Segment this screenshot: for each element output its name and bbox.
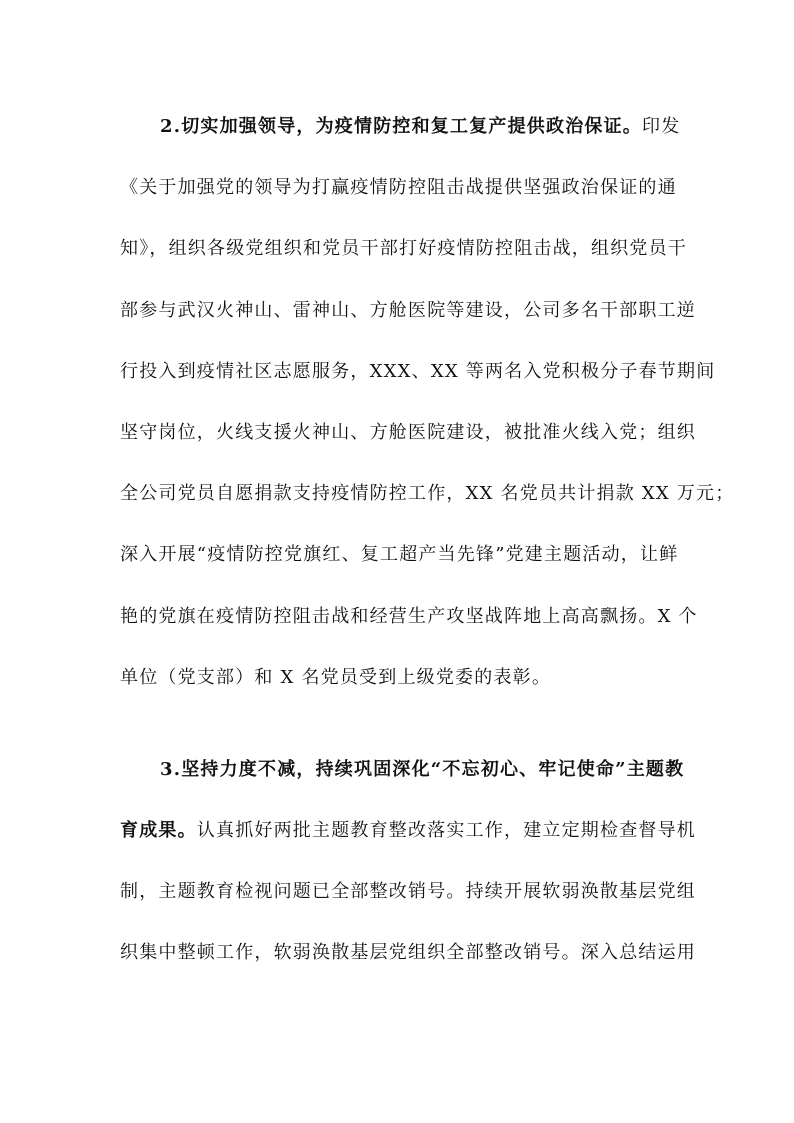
section2-line-2-text: 《关于加强党的领导为打赢疫情防控阻击战提供坚强政治保证的通 — [120, 177, 677, 198]
section3-line-1 — [160, 755, 685, 785]
section3-line-4-text: 织集中整顿工作，软弱涣散基层党组织全部整改销号。深入总结运用 — [120, 942, 696, 963]
section3-line-3-text: 制，主题教育检视问题已全部整改销号。持续开展软弱涣散基层党组 — [120, 881, 696, 902]
section2-line-8 — [120, 540, 679, 570]
section2-line-8-text: 深入开展“疫情防控党旗红、复工超产当先锋”党建主题活动，让鲜 — [120, 544, 679, 565]
section2-line-3 — [120, 234, 687, 264]
section2-line-10-text: 单位（党支部）和 X 名党员受到上级党委的表彰。 — [120, 667, 552, 688]
section3-heading: 3.坚持力度不减，持续巩固深化“不忘初心、牢记使命”主题教 — [160, 759, 685, 780]
section2-line-6 — [120, 418, 696, 448]
section2-line-1-text: 印发 — [642, 116, 681, 137]
section2-line-5 — [120, 357, 716, 387]
section2-line-1 — [160, 112, 681, 142]
section2-line-3-text: 知》，组织各级党组织和党员干部打好疫情防控阻击战，组织党员干 — [120, 238, 687, 259]
section2-heading: 2.切实加强领导，为疫情防控和复工复产提供政治保证。 — [160, 116, 642, 137]
section3-line-4 — [120, 938, 696, 968]
section2-line-4 — [120, 296, 696, 326]
section2-line-7-text: 全公司党员自愿捐款支持疫情防控工作，XX 名党员共计捐款 XX 万元； — [120, 483, 735, 504]
section3-line-3 — [120, 877, 696, 907]
section3-heading-end: 育成果。 — [120, 820, 197, 841]
section2-line-9 — [120, 602, 698, 632]
section3-line-2-text: 认真抓好两批主题教育整改落实工作，建立定期检查督导机 — [196, 820, 697, 841]
section2-line-7 — [120, 479, 735, 509]
section2-line-9-text: 艳的党旗在疫情防控阻击战和经营生产攻坚战阵地上高高飘扬。X 个 — [120, 606, 698, 627]
section2-line-6-text: 坚守岗位，火线支援火神山、方舱医院建设，被批准火线入党；组织 — [120, 422, 696, 443]
section2-line-10 — [120, 663, 676, 693]
section2-line-4-text: 部参与武汉火神山、雷神山、方舱医院等建设，公司多名干部职工逆 — [120, 300, 696, 321]
section3-line-2 — [120, 816, 697, 846]
section2-line-2 — [120, 173, 676, 203]
section2-line-5-text: 行投入到疫情社区志愿服务，XXX、XX 等两名入党积极分子春节期间 — [120, 361, 716, 382]
